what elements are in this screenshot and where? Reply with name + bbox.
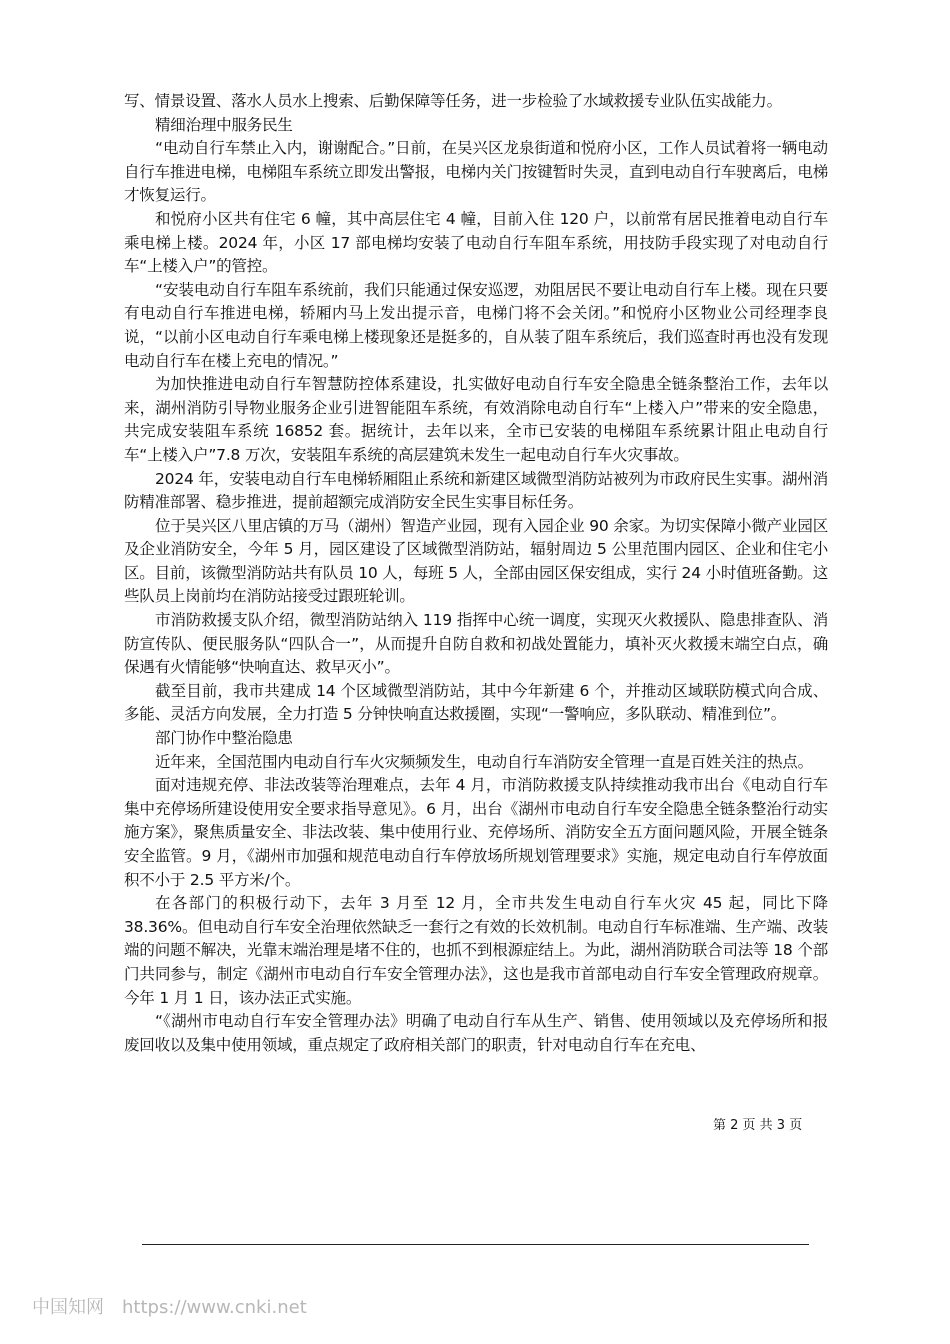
- watermark: [32, 1293, 307, 1319]
- paragraph: “《湖州市电动自行车安全管理办法》明确了电动自行车从生产、销售、使用领域以及充停场所和报废回收以及集中使用领域，重点规定了政府相关部门的职责，针对电动自行车在充电、: [124, 1012, 828, 1054]
- paragraph: 在各部门的积极行动下，去年 3 月至 12 月，全市共发生电动自行车火灾 45 起，同比下降 38.36%。但电动自行车安全治理依然缺乏一套行之有效的长效机制。电动自行车标准端、生产端、改装端的问题不解决，光靠末端治理是堵不住的，也抓不到根源症结上。为此，湖州消防联合司法等 18 个部门共同参与，制定《湖州市电动自行车安全管理办法》，这也是我市首部电动自行车安全管理政府规章。今年 1 月 1 日，该办法正式实施。: [124, 894, 828, 1007]
- paragraph: 截至目前，我市共建成 14 个区域微型消防站，其中今年新建 6 个，并推动区域联防模式向合成、多能、灵活方向发展，全力打造 5 分钟快响直达救援圈，实现“一警响应，多队联动、精准到位”。: [124, 681, 828, 724]
- paragraph: 为加快推进电动自行车智慧防控体系建设，扎实做好电动自行车安全隐患全链条整治工作，去年以来，湖州消防引导物业服务企业引进智能阻车系统，有效消除电动自行车“上楼入户”带来的安全隐患，共完成安装阻车系统 16852 套。据统计，去年以来，全市已安装的电梯阻车系统累计阻止电动自行车“上楼入户”7.8 万次，安装阻车系统的高层建筑未发生一起电动自行车火灾事故。: [124, 375, 828, 464]
- paragraph: 面对违规充停、非法改装等治理难点，去年 4 月，市消防救援支队持续推动我市出台《电动自行车集中充停场所建设使用安全要求指导意见》。6 月，出台《湖州市电动自行车安全隐患全链条整治行动实施方案》，聚焦质量安全、非法改装、集中使用行业、充停场所、消防安全五方面问题风险，开展全链条安全监管。9 月，《湖州市加强和规范电动自行车停放场所规划管理要求》实施，规定电动自行车停放面积不小于 2.5 平方米/个。: [124, 776, 828, 889]
- paragraph: 2024 年，安装电动自行车电梯轿厢阻止系统和新建区域微型消防站被列为市政府民生实事。湖州消防精准部署、稳步推进，提前超额完成消防安全民生实事目标任务。: [124, 469, 828, 512]
- footer-divider: [142, 1244, 809, 1245]
- paragraph: 位于吴兴区八里店镇的万马（湖州）智造产业园，现有入园企业 90 余家。为切实保障小微产业园区及企业消防安全，今年 5 月，园区建设了区域微型消防站，辐射周边 5 公里范围内园区、企业和住宅小区。目前，该微型消防站共有队员 10 人，每班 5 人，全部由园区保安组成，实行 24 小时值班备勤。这些队员上岗前均在消防站接受过跟班轮训。: [124, 516, 828, 606]
- paragraph: “安装电动自行车阻车系统前，我们只能通过保安巡逻，劝阻居民不要让电动自行车上楼。现在只要有电动自行车推进电梯，轿厢内马上发出提示音，电梯门将不会关闭。”和悦府小区物业公司经理李良说，“以前小区电动自行车乘电梯上楼现象还是挺多的，自从装了阻车系统后，我们巡查时再也没有发现电动自行车在楼上充电的情况。”: [124, 280, 828, 370]
- watermark-brand: 中国知网: [32, 1297, 104, 1318]
- paragraph: 和悦府小区共有住宅 6 幢，其中高层住宅 4 幢，目前入住 120 户，以前常有居民推着电动自行车乘电梯上楼。2024 年，小区 17 部电梯均安装了电动自行车阻车系统，用技防手段实现了对电动自行车“上楼入户”的管控。: [124, 209, 828, 276]
- page-number: 第 2 页 共 3 页: [713, 1118, 803, 1133]
- paragraph: “电动自行车禁止入内，谢谢配合。”日前，在吴兴区龙泉街道和悦府小区，工作人员试着将一辆电动自行车推进电梯，电梯阻车系统立即发出警报，电梯内关门按键暂时失灵，直到电动自行车驶离后，电梯才恢复运行。: [124, 139, 828, 205]
- section-heading: 部门协作中整治隐患: [155, 729, 293, 748]
- paragraph: 市消防救援支队介绍，微型消防站纳入 119 指挥中心统一调度，实现灭火救援队、隐患排查队、消防宣传队、便民服务队“四队合一”，从而提升自防自救和初战处置能力，填补灭火救援末端空白点，确保遇有火情能够“快响直达、救早灭小”。: [124, 611, 828, 677]
- watermark-url: https://www.cnki.net: [122, 1297, 307, 1318]
- section-heading: 精细治理中服务民生: [155, 115, 293, 134]
- paragraph: 近年来，全国范围内电动自行车火灾频频发生，电动自行车消防安全管理一直是百姓关注的热点。: [155, 752, 813, 771]
- paragraph: 写、情景设置、落水人员水上搜索、后勤保障等任务，进一步检验了水域救援专业队伍实战能力。: [124, 92, 782, 110]
- article-body: [124, 90, 828, 1057]
